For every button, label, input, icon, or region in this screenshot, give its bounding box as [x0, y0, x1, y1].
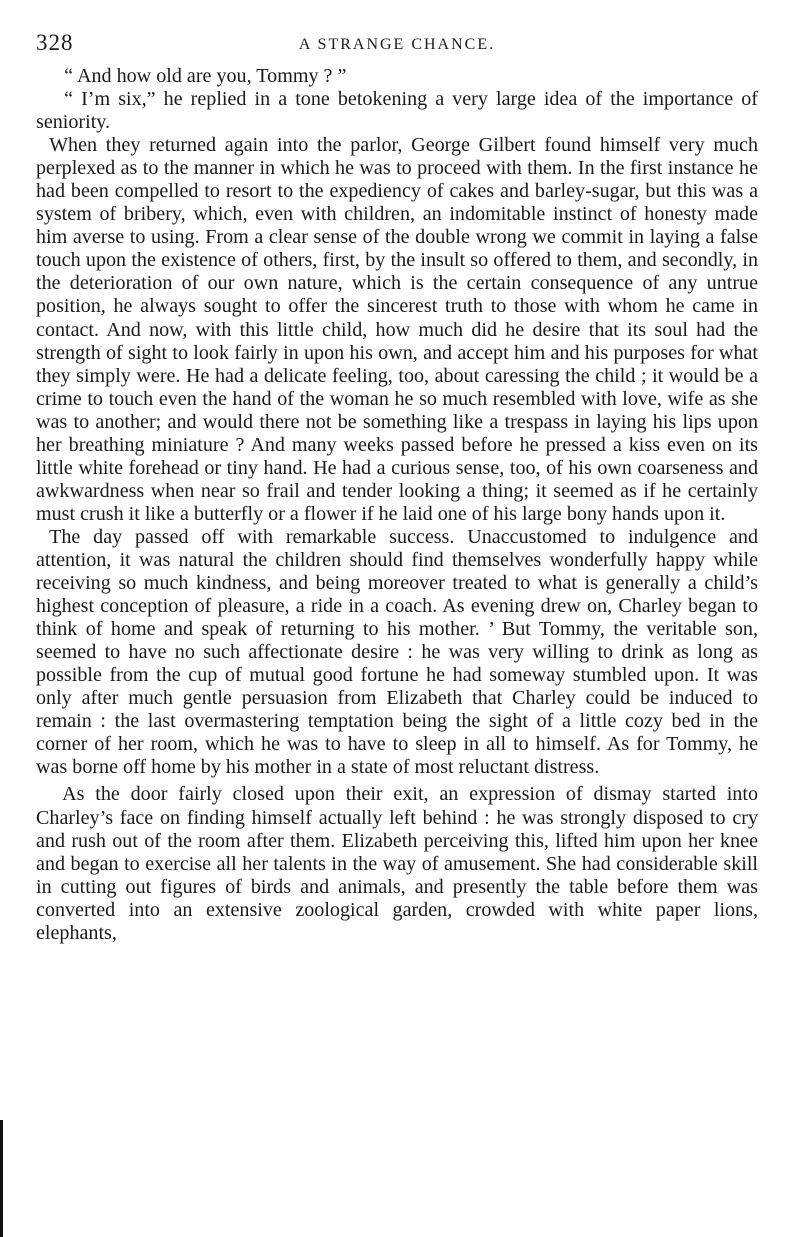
- running-head: A STRANGE CHANCE.: [298, 36, 496, 53]
- page-number: 328: [36, 30, 74, 55]
- page-header: [36, 30, 758, 64]
- paragraph-parlor: When they returned again into the parlor, George Gilbert found himself very much perplexed as to the manner in which he was to proceed with them. In the first instance he had been compelled to resort to the expediency of cakes and barley-sugar, but this was a system of bribery, which, even with children, an indomitable instinct of honesty made him averse to using. From a clear sense of the double wrong we commit in laying a false touch upon the existence of others, first, by the insult so offered to them, and secondly, in the deterioration of our own nature, which is the certain consequence of any untrue position, he always sought to offer the sincerest truth to those with whom he came in contact. And now, with this little child, how much did he desire that its soul had the strength of sight to look fairly in upon his own, and accept him and his purposes for what they simply were. He had a delicate feeling, too, about caressing the child ; it would be a crime to touch even the hand of the woman he so much resembled with love, wife as she was to another; and would there not be something like a trespass in laying his lips upon her breathing miniature ? And many weeks passed before he pressed a kiss even on its little white forehead or tiny hand. He had a curious sense, too, of his own coarseness and awkwardness when near so frail and tender looking a thing; it seemed as if he certainly must crush it like a butterfly or a flower if he laid one of his large bony hands upon it.: [36, 134, 758, 525]
- paragraph-day-passed: The day passed off with remarkable success. Unaccustomed to indulgence and attention, it was natural the children should find themselves wonderfully happy while receiving so much kindness, and being moreover treated to what is generally a child’s highest conception of pleasure, a ride in a coach. As evening drew on, Charley began to think of home and speak of returning to his mother. ’ But Tommy, the veritable son, seemed to have no such affectionate desire : he was very willing to drink as long as possible from the cup of mutual good fortune he had someway stumbled upon. It was only after much gentle persuasion from Elizabeth that Charley could be induced to remain : the last overmastering temptation being the sight of a little cozy bed in the corner of her room, which he was to have to sleep in all to himself. As for Tommy, he was borne off home by his mother in a state of most reluctant distress.: [36, 525, 758, 779]
- paragraph-dialogue-question: “ And how old are you, Tommy ? ”: [64, 65, 347, 87]
- book-page: [36, 30, 758, 945]
- paragraph-dialogue-reply: “ I’m six,” he replied in a tone betokening a very large idea of the importance of seniority.: [36, 88, 758, 134]
- page-edge-rule: [0, 1120, 3, 1237]
- paragraph-door-closed: As the door fairly closed upon their exit, an expression of dismay started into Charley’s face on finding himself actually left behind : he was strongly disposed to cry and rush out of the room after them. Elizabeth perceiving this, lifted him upon her knee and began to exercise all her talents in the way of amusement. She had considerable skill in cutting out figures of birds and animals, and presently the table before them was converted into an extensive zoological garden, crowded with white paper lions, elephants,: [36, 783, 758, 944]
